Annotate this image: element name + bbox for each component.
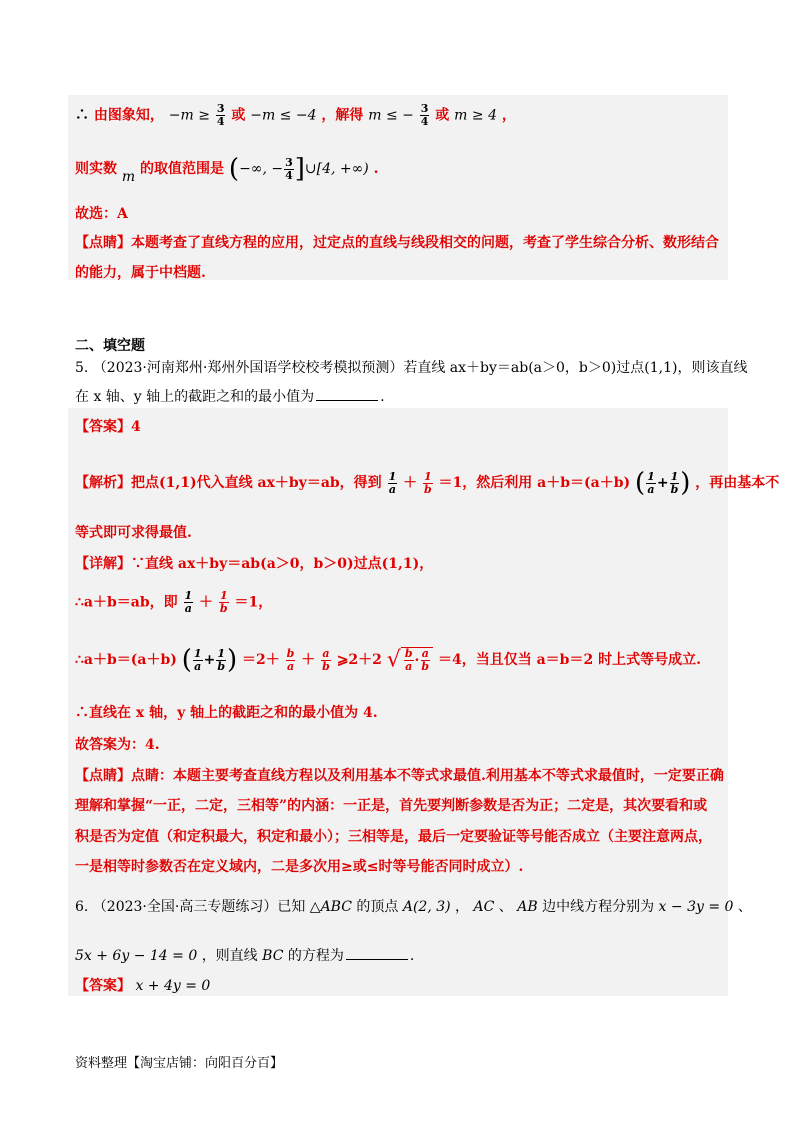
q5-xiangjie-line2: ∴a＋b＝ab，即 $\frac{1}{a}$ ＋ $\frac{1}{b}$ ＝1，	[75, 589, 273, 615]
block1-line1: ∴ 由图象知， −m ≥ $\frac{3}{4}$ 或 −m ≤ −4 ，解得 m ≤ − $\frac{3}{4}$ 或 m ≥ 4 ，	[75, 102, 516, 128]
q5-dianjing-line3: 积是否为定值（和定积最大，积定和最小）；三相等是，最后一定要验证等号能否成立（主要注意两点，	[75, 829, 712, 845]
q5-xiangjie-line3: ∴a＋b＝(a＋b) ( $\frac{1}{a}$ + $\frac{1}{b}$ ) ＝2＋ $\frac{b}{a}$ ＋ $\frac{a}{b}$ ⩾2＋2 √ $\frac{b}{a}$ · $\frac{a}{b}$ ＝4，当且仅当 a＝b＝2 时上式等号成立.	[75, 645, 701, 675]
q5-xiangjie-line5: 故答案为：4.	[75, 737, 160, 753]
block1-line2: 则实数 m 的取值范围是 (−∞, − $\frac{3}{4}$ ]∪[4, +∞) .	[75, 154, 379, 185]
q5-jiexi-line1: 【解析】把点(1,1)代入直线 ax＋by＝ab，得到 $\frac{1}{a}$ ＋ $\frac{1}{b}$ ＝1，然后利用 a＋b＝(a＋b) ( $\frac{1}{a}$ + $\frac{1}{b}$ ) ，再由基本不	[75, 468, 780, 498]
q5-dianjing-line1: 【点睛】点睛：本题主要考查直线方程以及利用基本不等式求最值.利用基本不等式求最值时，一定要正确	[75, 768, 724, 784]
q5-answer: 【答案】4	[75, 419, 141, 435]
footer-source: 资料整理【淘宝店铺：向阳百分百】	[75, 1056, 284, 1071]
q5-dianjing-line2: 理解和掌握“一正，二定，三相等”的内涵：一正是，首先要判断参数是否为正；二定是，其次要看和或	[75, 798, 708, 814]
q5-line1: 5. （2023·河南郑州·郑州外国语学校校考模拟预测）若直线 ax＋by＝ab(a＞0，b＞0)过点(1,1)，则该直线	[75, 360, 748, 376]
block1-line5: 的能力，属于中档题.	[75, 265, 206, 281]
q5-line2: 在 x 轴、y 轴上的截距之和的最小值为 .	[75, 389, 385, 405]
answer-blank	[316, 400, 378, 401]
q6-line1: 6. （2023·全国·高三专题练习）已知 △ABC 的顶点 A(2, 3) ， AC 、 AB 边中线方程分别为 x − 3y = 0 、	[75, 899, 752, 915]
q6-line2: 5x + 6y − 14 = 0 ，则直线 BC 的方程为 .	[75, 948, 415, 964]
q6-answer: 【答案】 x + 4y = 0	[75, 978, 211, 994]
q5-jiexi-line2: 等式即可求得最值.	[75, 525, 192, 541]
block1-line4: 【点睛】本题考查了直线方程的应用，过定点的直线与线段相交的问题，考查了学生综合分析、数形结合	[75, 235, 719, 251]
q5-xiangjie-line1: 【详解】∵直线 ax＋by＝ab(a＞0，b＞0)过点(1,1)，	[75, 556, 434, 572]
q5-xiangjie-line4: ∴直线在 x 轴，y 轴上的截距之和的最小值为 4.	[75, 705, 378, 721]
q5-dianjing-line4: 一是相等时参数否在定义域内，二是多次用≥或≤时等号能否同时成立）.	[75, 859, 524, 875]
answer-blank	[346, 959, 408, 960]
section-title: 二、填空题	[75, 338, 145, 354]
block1-line3: 故选：A	[75, 206, 128, 222]
